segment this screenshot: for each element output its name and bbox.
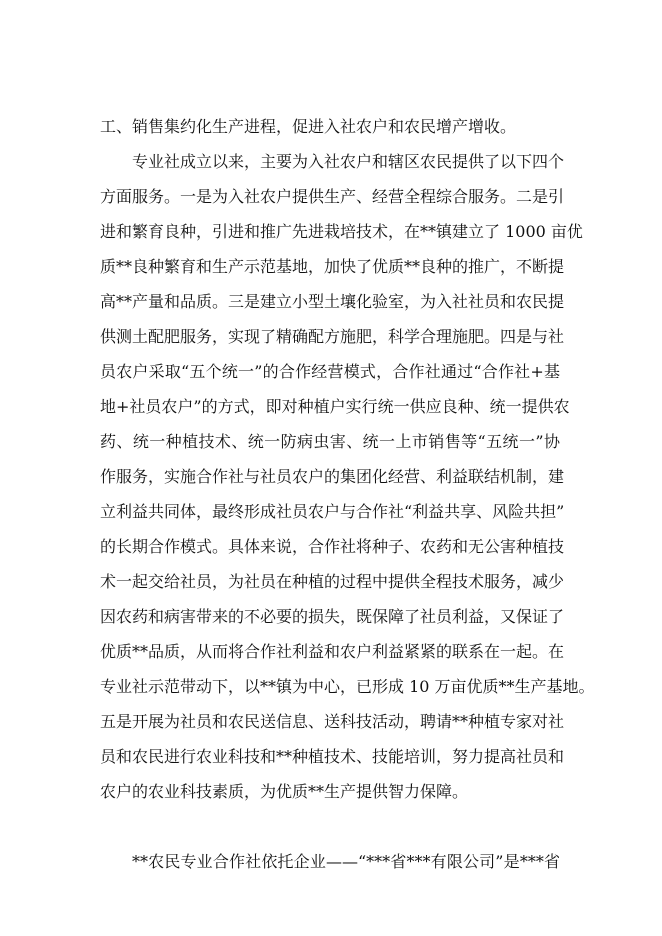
- text-line: 供测土配肥服务，实现了精确配方施肥，科学合理施肥。四是与社: [100, 327, 565, 346]
- text-line: 的长期合作模式。具体来说，合作社将种子、农药和无公害种植技: [100, 537, 565, 556]
- text-line: 方面服务。一是为入社农户提供生产、经营全程综合服务。二是引: [100, 187, 565, 206]
- text-line: 地+社员农户”的方式，即对种植户实行统一供应良种、统一提供农: [100, 397, 570, 416]
- text-line: 员和农民进行农业科技和**种植技术、技能培训，努力提高社员和: [100, 747, 565, 766]
- paragraph-first-line: **农民专业合作社依托企业——“***省***有限公司”是***省: [132, 852, 560, 871]
- text-line: 员农户采取“五个统一”的合作经营模式，合作社通过“合作社+基: [100, 362, 560, 381]
- text-line: 作服务，实施合作社与社员农户的集团化经营、利益联结机制，建: [100, 467, 565, 486]
- text-line: 术一起交给社员，为社员在种植的过程中提供全程技术服务，减少: [100, 572, 565, 591]
- text-line: 立利益共同体，最终形成社员农户与合作社“利益共享、风险共担”: [100, 502, 565, 521]
- paragraph-first-line: 专业社成立以来，主要为入社农户和辖区农民提供了以下四个: [132, 152, 565, 171]
- text-line: 五是开展为社员和农民送信息、送科技活动，聘请**种植专家对社: [100, 712, 565, 731]
- text-line: 药、统一种植技术、统一防病虫害、统一上市销售等“五统一”协: [100, 432, 560, 451]
- text-line: 专业社示范带动下，以**镇为中心，已形成 10 万亩优质**生产基地。: [100, 677, 595, 696]
- text-line: 农户的农业科技素质，为优质**生产提供智力保障。: [100, 782, 469, 801]
- text-line: 质**良种繁育和生产示范基地，加快了优质**良种的推广，不断提: [100, 257, 565, 276]
- text-line: 进和繁育良种，引进和推广先进栽培技术，在**镇建立了 1000 亩优: [100, 222, 583, 241]
- text-line: 工、销售集约化生产进程，促进入社农户和农民增产增收。: [100, 117, 517, 136]
- text-line: 因农药和病害带来的不必要的损失，既保障了社员利益，又保证了: [100, 607, 565, 626]
- text-line: 高**产量和品质。三是建立小型土壤化验室，为入社社员和农民提: [100, 292, 565, 311]
- text-line: 优质**品质，从而将合作社利益和农户利益紧紧的联系在一起。在: [100, 642, 565, 661]
